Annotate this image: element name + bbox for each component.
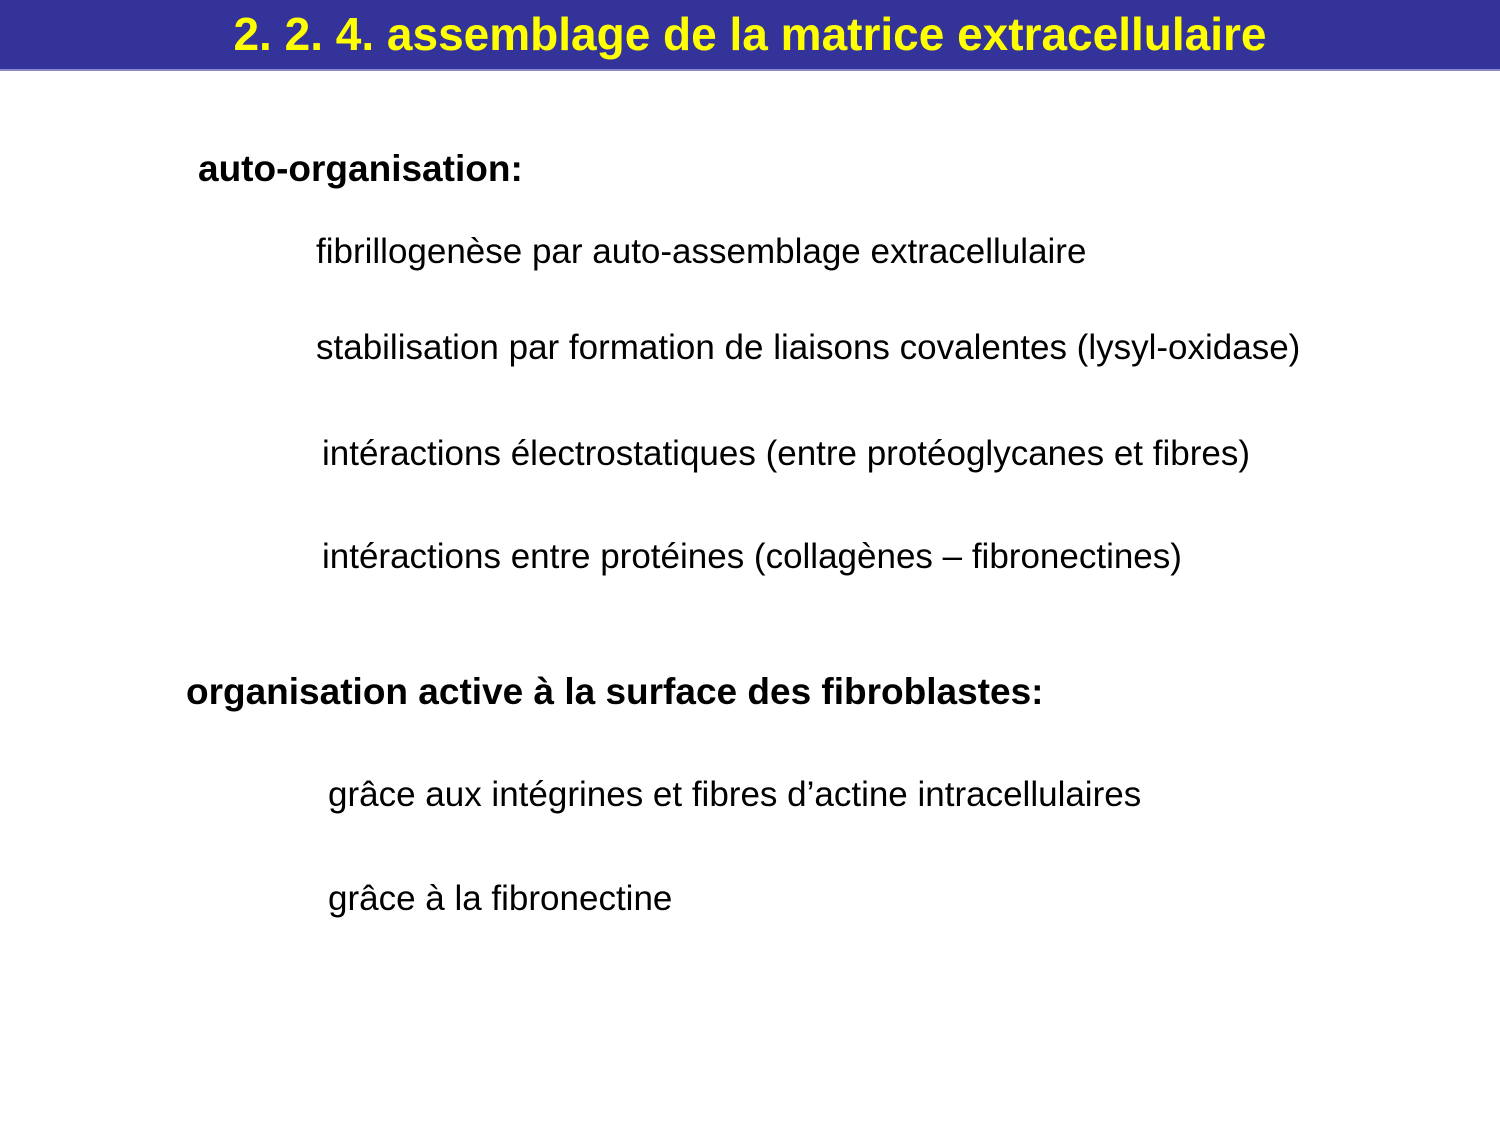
bullet-text: stabilisation par formation de liaisons covalentes (lysyl-oxidase) — [316, 328, 1301, 367]
bullet-text: grâce à la fibronectine — [328, 879, 673, 918]
section-heading-organisation-active: organisation active à la surface des fibroblastes: — [186, 671, 1044, 712]
section-heading-auto-organisation: auto-organisation: — [198, 148, 523, 189]
bullet-text: intéractions entre protéines (collagènes – fibronectines) — [322, 537, 1182, 576]
slide-title: 2. 2. 4. assemblage de la matrice extracellulaire — [233, 8, 1267, 60]
bullet-text: grâce aux intégrines et fibres d’actine intracellulaires — [328, 775, 1142, 814]
bullet-text: fibrillogenèse par auto-assemblage extracellulaire — [316, 232, 1087, 271]
slide-header — [0, 0, 1500, 71]
bullet-text: intéractions électrostatiques (entre protéoglycanes et fibres) — [322, 434, 1250, 473]
